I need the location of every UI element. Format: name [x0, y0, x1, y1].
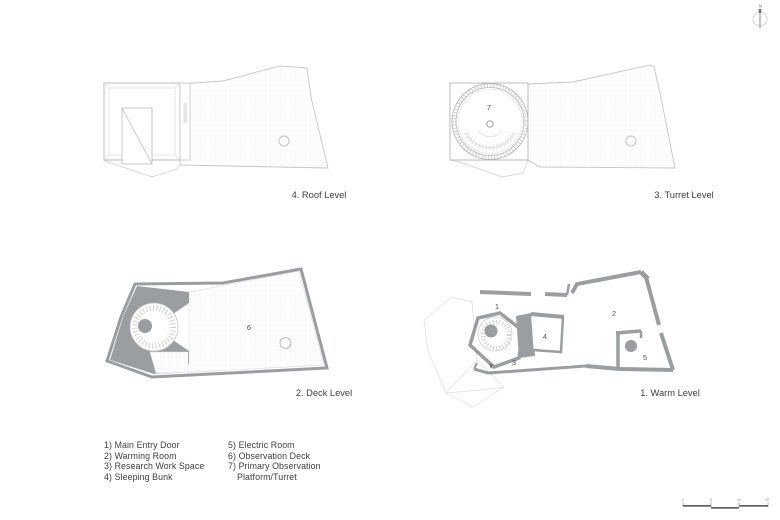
legend-item: 3) Research Work Space [104, 461, 205, 472]
scale-bar [682, 498, 769, 509]
turret-level-label: 3. Turret Level [654, 190, 714, 200]
warm-room-5: 5 [642, 353, 648, 362]
scale-tick-2: 10 [737, 498, 741, 502]
roof-deck-outline [180, 66, 328, 168]
legend-item: 6) Observation Deck [228, 450, 311, 461]
legend-item: 2) Warming Room [104, 450, 177, 461]
deck-room-6: 6 [246, 323, 252, 332]
turret-room-7: 7 [486, 103, 492, 112]
warm-level-plan [424, 272, 700, 407]
deck-bottom-bay [150, 352, 188, 373]
legend-item-continuation: Platform/Turret [237, 471, 297, 482]
roof-deck-opening [279, 136, 289, 146]
warm-room4-walls [531, 314, 564, 356]
deck-level-plan [107, 269, 352, 398]
north-arrow-icon [753, 4, 767, 29]
scale-tick-1: 5 [710, 498, 712, 502]
north-label: N [758, 3, 763, 9]
warm-level-label: 1. Warm Level [640, 388, 700, 398]
warm-room-1: 1 [494, 302, 500, 311]
warm-stove [625, 340, 637, 352]
roof-level-label: 4. Roof Level [291, 190, 347, 200]
legend-column-1 [104, 440, 204, 482]
warm-poche-block [516, 313, 534, 358]
turret-center-post [487, 121, 493, 127]
scale-tick-3: 20 [765, 498, 769, 502]
legend-item: 1) Main Entry Door [104, 440, 180, 450]
turret-deck-opening [626, 136, 636, 146]
legend-item: 5) Electric Room [228, 440, 295, 450]
turret-deck-outline [528, 65, 675, 168]
deck-opening [280, 338, 291, 349]
turret-deck-flap [450, 160, 528, 177]
warm-room-2: 2 [611, 309, 617, 318]
scale-tick-0: 0 [682, 498, 684, 502]
deck-level-label: 2. Deck Level [295, 388, 353, 398]
legend-item: 4) Sleeping Bunk [104, 471, 173, 482]
legend-column-2 [228, 440, 321, 482]
warm-room-4: 4 [542, 332, 548, 341]
roof-level-plan [104, 66, 346, 200]
turret-level-plan [450, 65, 714, 200]
roof-strip-mark [184, 103, 188, 123]
warm-room-3: 3 [511, 358, 517, 367]
legend-item: 7) Primary Observation [228, 461, 321, 472]
